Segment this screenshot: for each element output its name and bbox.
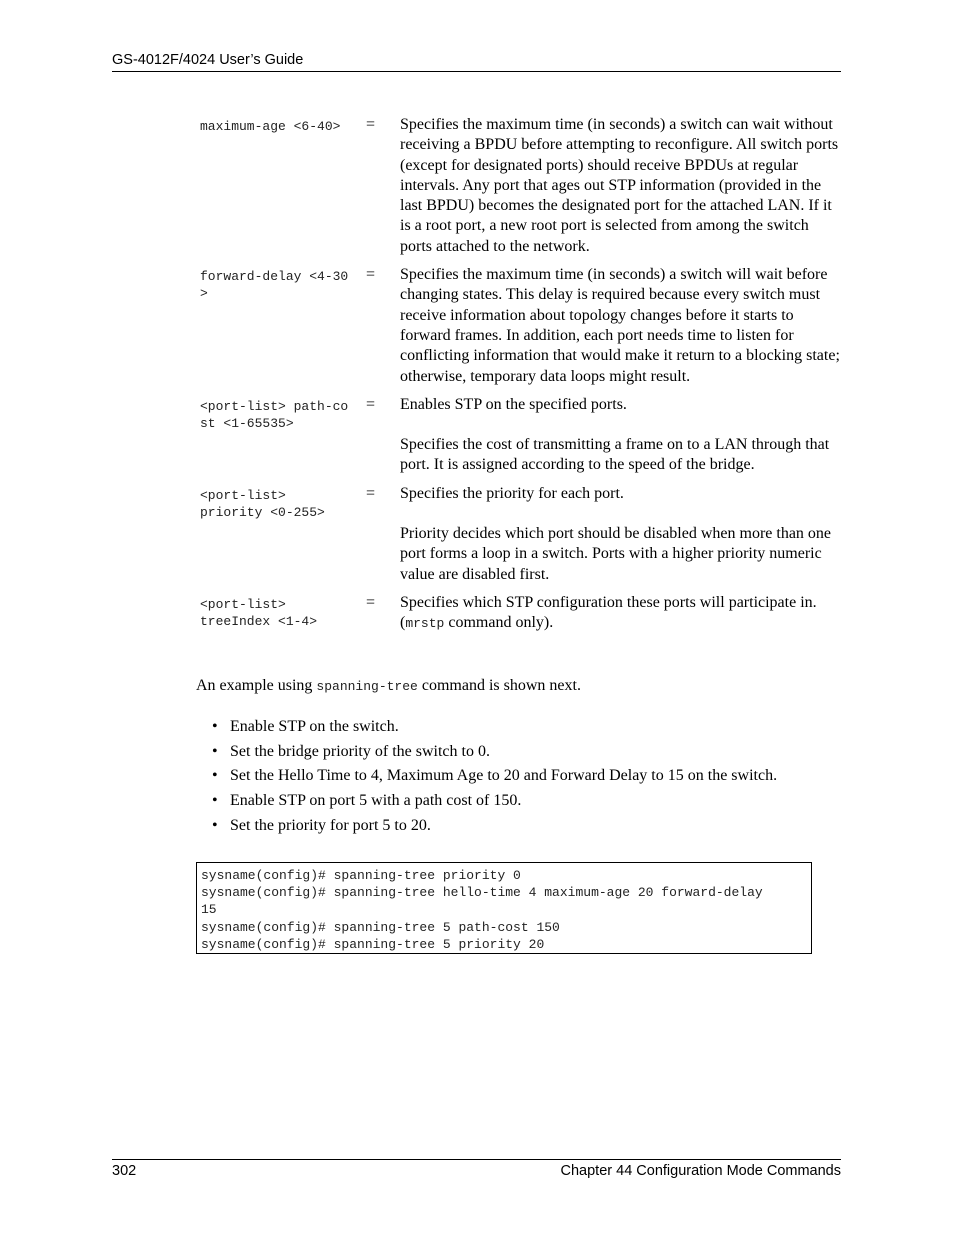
description-paragraph: Priority decides which port should be disabled when more than one port forms a loop in a switch. Ports with a higher priority numeric value are disabled first. bbox=[400, 525, 832, 583]
param-name: <port-list> path-cost <1-65535> bbox=[200, 398, 349, 431]
description-text-end: command only). bbox=[444, 614, 554, 632]
list-item: • Set the bridge priority of the switch to 0. bbox=[212, 742, 777, 767]
inline-code: mrstp bbox=[405, 616, 445, 632]
list-item: • Enable STP on port 5 with a path cost of 150. bbox=[212, 791, 777, 816]
param-description bbox=[400, 395, 841, 476]
code-line: sysname(config)# spanning-tree hello-time 4 maximum-age 20 forward-delay bbox=[201, 885, 763, 901]
equals-sign: = bbox=[366, 266, 376, 284]
code-line: sysname(config)# spanning-tree 5 priority 20 bbox=[201, 936, 545, 952]
param-name: forward-delay <4-30> bbox=[200, 269, 349, 302]
param-row-priority bbox=[200, 484, 841, 585]
list-item: • Set the Hello Time to 4, Maximum Age to 20 and Forward Delay to 15 on the switch. bbox=[212, 766, 777, 791]
list-item: • Enable STP on the switch. bbox=[212, 717, 777, 742]
description-paragraph: Specifies the maximum time (in seconds) a switch will wait before changing states. This delay is required because every switch must receive information about topology changes before it starts to forward frames. In addition, each port needs time to listen for conflicting information that would make it return to a blocking state; otherwise, temporary data loops might result. bbox=[400, 266, 840, 385]
param-row-path-cost bbox=[200, 395, 841, 476]
page-header bbox=[112, 51, 841, 72]
parameter-table bbox=[200, 115, 841, 635]
equals-sign: = bbox=[366, 484, 376, 502]
list-item: • Set the priority for port 5 to 20. bbox=[212, 816, 777, 841]
param-row-forward-delay bbox=[200, 265, 841, 387]
description-paragraph: Specifies the maximum time (in seconds) a switch can wait without receiving a BPDU before attempting to reconfigure. All switch ports (except for designated ports) should receive BPDUs at regular intervals. Any port that ages out STP information (provided in the last BPDU) becomes the designated port for the attached LAN. If it is a root port, a new root port is selected from among the switch ports attached to the network. bbox=[400, 116, 839, 255]
equals-sign: = bbox=[366, 395, 376, 413]
param-name: <port-list> priority <0-255> bbox=[200, 487, 325, 520]
description-paragraph: Specifies the cost of transmitting a frame on to a LAN through that port. It is assigned according to the speed of the bridge. bbox=[400, 436, 830, 474]
code-example-box bbox=[196, 862, 812, 954]
code-line: sysname(config)# spanning-tree priority 0 bbox=[201, 868, 521, 883]
code-line: 15 bbox=[201, 902, 217, 918]
page-number: 302 bbox=[112, 1163, 137, 1179]
code-line: sysname(config)# spanning-tree 5 path-cost 150 bbox=[201, 919, 560, 935]
param-description bbox=[400, 115, 841, 257]
example-intro bbox=[196, 676, 581, 697]
param-description bbox=[400, 593, 841, 635]
equals-sign: = bbox=[366, 116, 376, 133]
description-paragraph: Specifies the priority for each port. bbox=[400, 484, 624, 502]
bullet-list bbox=[212, 717, 777, 840]
param-row-tree-index bbox=[200, 593, 841, 635]
equals-sign: = bbox=[366, 593, 376, 611]
inline-code: spanning-tree bbox=[316, 679, 418, 694]
page-footer bbox=[112, 1159, 841, 1179]
param-row-maximum-age bbox=[200, 115, 841, 257]
param-name: maximum-age <6-40> bbox=[200, 119, 341, 134]
intro-text: An example using bbox=[196, 677, 317, 694]
description-paragraph: Enables STP on the specified ports. bbox=[400, 395, 627, 413]
chapter-title: Chapter 44 Configuration Mode Commands bbox=[560, 1163, 841, 1179]
intro-text-end: command is shown next. bbox=[417, 677, 581, 694]
description-paragraph bbox=[400, 593, 841, 635]
param-description bbox=[400, 484, 841, 585]
guide-title: GS-4012F/4024 User’s Guide bbox=[112, 52, 304, 68]
description-text: Specifies which STP configuration these ports will participate in. ( bbox=[400, 593, 817, 632]
param-description bbox=[400, 265, 841, 387]
param-name: <port-list> treeIndex <1-4> bbox=[200, 596, 318, 629]
